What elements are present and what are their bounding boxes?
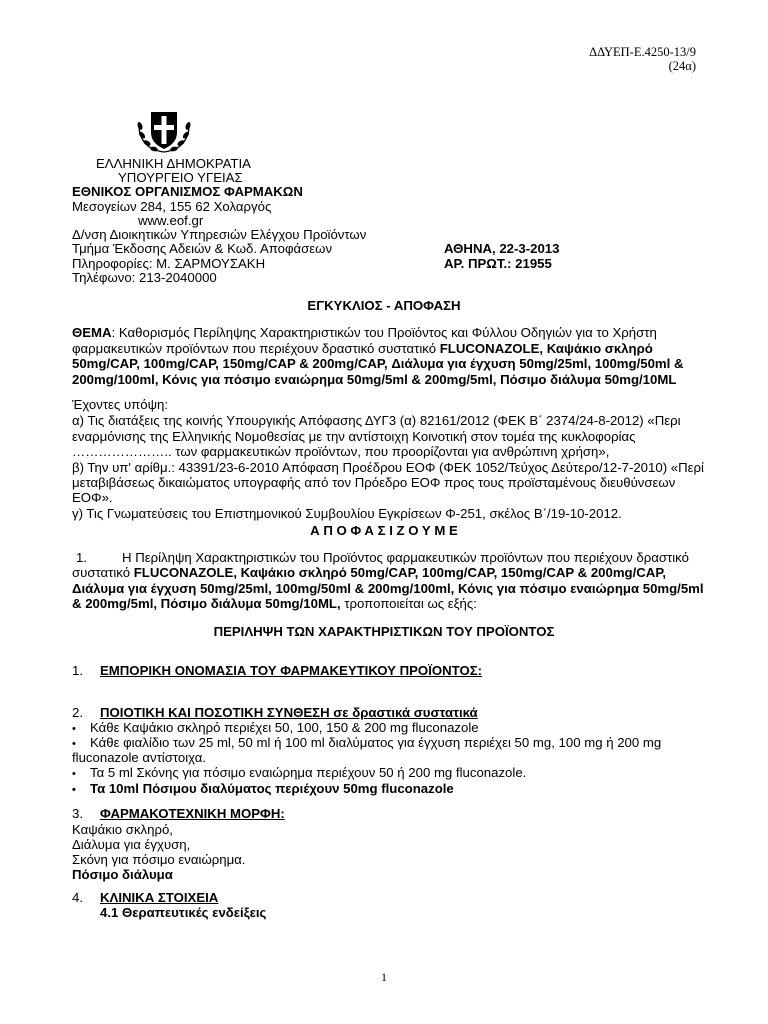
section-title: ΦΑΡΜΑΚΟΤΕΧΝΙΚΗ ΜΟΡΦΗ: — [100, 806, 285, 821]
bullet-icon: • — [72, 738, 76, 750]
issuer-website: www.eof.gr — [138, 213, 204, 228]
bullet-icon: • — [72, 784, 76, 796]
article-product: FLUCONAZOLE, Καψάκιο σκληρό 50mg/CAP, 100mg/CAP, 150mg/CAP & 200mg/CAP, — [133, 565, 667, 580]
section-2-heading — [72, 705, 697, 721]
decision-heading: Α Π Ο Φ Α Σ Ι Ζ Ο Υ Μ Ε — [310, 523, 458, 538]
article-text: Η Περίληψη Χαρακτηριστικών του Προϊόντος φαρμακευτικών προϊόντων που περιέχουν δραστικό — [122, 550, 689, 565]
issuer-contact: Πληροφορίες: Μ. ΣΑΡΜΟΥΣΑΚΗ — [72, 256, 266, 271]
issuer-division: Δ/νση Διοικητικών Υπηρεσιών Ελέγχου Προϊόντων — [72, 227, 367, 242]
article-1-line-4 — [72, 596, 697, 612]
considering-b-line-3: ΕΟΦ». — [72, 490, 113, 505]
considering-b-line-1: β) Την υπ' αρίθμ.: 43391/23-6-2010 Απόφαση Προέδρου ΕΟΦ (ΦΕΚ 1052/Τεύχος Δεύτερο/12-7-2010) «Περί — [72, 460, 704, 475]
dosage-form-item: Καψάκιο σκληρό, — [72, 822, 173, 837]
document-code: ΔΔΥΕΠ-Ε.4250-13/9 — [589, 45, 696, 59]
dosage-form-item: Σκόνη για πόσιμο εναιώρημα. — [72, 852, 246, 867]
section-number: 4. — [72, 890, 83, 905]
section-3-heading — [72, 806, 697, 822]
article-1-line-2 — [72, 565, 697, 581]
spc-title: ΠΕΡΙΛΗΨΗ ΤΩΝ ΧΑΡΑΚΤΗΡΙΣΤΙΚΩΝ ΤΟΥ ΠΡΟΪΟΝΤΟΣ — [213, 624, 555, 639]
composition-text: Τα 5 ml Σκόνης για πόσιμο εναιώρημα περιέχουν 50 ή 200 mg fluconazole. — [90, 765, 527, 780]
subject-label: ΘΕΜΑ — [72, 325, 112, 340]
section-1-heading — [72, 663, 697, 679]
coat-of-arms-emblem — [134, 104, 194, 156]
page-number: 1 — [381, 970, 387, 984]
composition-item-continued: fluconazole αντίστοιχα. — [72, 750, 207, 765]
section-title: ΚΛΙΝΙΚΑ ΣΤΟΙΧΕΙΑ — [100, 890, 219, 905]
considering-a-line-3: ………………….. των φαρμακευτικών προϊόντων, που προορίζονται για ανθρώπινη χρήση», — [72, 444, 610, 459]
composition-text: Τα 10ml Πόσιμου διαλύματος περιέχουν 50mg fluconazole — [90, 781, 454, 796]
bullet-icon: • — [72, 768, 76, 780]
subject-text: φαρμακευτικών προϊόντων που περιέχουν δραστικό συστατικό — [72, 341, 440, 356]
article-text: τροποποιείται ως εξής: — [340, 596, 477, 611]
issuer-department: Τμήμα Έκδοσης Αδειών & Κωδ. Αποφάσεων — [72, 241, 333, 256]
article-text: συστατικό — [72, 565, 134, 580]
considering-b-line-2: μεταβιβάσεως δικαιώματος υπογραφής από τον Πρόεδρο ΕΟΦ προς τους προϊσταμένους διευθύνσεων — [72, 475, 676, 490]
composition-text: Κάθε φιαλίδιο των 25 ml, 50 ml ή 100 ml διαλύματος για έγχυση περιέχει 50 mg, 100 mg ή 200 mg — [90, 735, 662, 750]
issuer-phone: Τηλέφωνο: 213-2040000 — [72, 270, 217, 285]
section-number: 3. — [72, 806, 83, 821]
subject-line-1 — [72, 325, 697, 341]
issuer-organisation: ΕΘΝΙΚΟΣ ΟΡΓΑΝΙΣΜΟΣ ΦΑΡΜΑΚΩΝ — [72, 184, 303, 199]
bullet-icon: • — [72, 723, 76, 735]
article-1-line-3: Διάλυμα για έγχυση 50mg/25ml, 100mg/50ml & 200mg/100ml, Κόνις για πόσιμο εναιώρημα 50mg/5ml — [72, 581, 704, 596]
considering-a-line-2: εναρμόνισης της Ελληνικής Νομοθεσίας με την αντίστοιχη Κοινοτική στον τομέα της κυκλοφορίας — [72, 429, 636, 444]
composition-item — [72, 765, 526, 782]
place-date: ΑΘΗΝΑ, 22-3-2013 — [444, 241, 560, 256]
protocol-number: ΑΡ. ΠΡΩΤ.: 21955 — [444, 256, 552, 271]
issuer-ministry: ΥΠΟΥΡΓΕΙΟ ΥΓΕΙΑΣ — [118, 170, 243, 185]
document-type-heading: ΕΓΚΥΚΛΙΟΣ - ΑΠΟΦΑΣΗ — [307, 298, 461, 313]
section-number: 2. — [72, 705, 83, 720]
subsection-4-1: 4.1 Θεραπευτικές ενδείξεις — [100, 905, 267, 920]
section-title: ΕΜΠΟΡΙΚΗ ΟΝΟΜΑΣΙΑ ΤΟΥ ΦΑΡΜΑΚΕΥΤΙΚΟΥ ΠΡΟΪΟΝΤΟΣ: — [100, 663, 483, 678]
section-title: ΠΟΙΟΤΙΚΗ ΚΑΙ ΠΟΣΟΤΙΚΗ ΣΥΝΘΕΣΗ σε δραστικά συστατικά — [100, 705, 478, 720]
considering-intro: Έχοντες υπόψη: — [72, 397, 168, 412]
subject-line-4: 200mg/100ml, Κόνις για πόσιμο εναιώρημα 50mg/5ml & 200mg/5ml, Πόσιμο διάλυμα 50mg/10ML — [72, 372, 677, 387]
article-1-line-1 — [72, 550, 697, 566]
document-code-sub: (24α) — [668, 59, 696, 73]
dosage-form-item: Διάλυμα για έγχυση, — [72, 837, 191, 852]
issuer-address: Μεσογείων 284, 155 62 Χολαργός — [72, 199, 272, 214]
section-4-heading — [72, 890, 697, 906]
considering-a-line-1: α) Τις διατάξεις της κοινής Υπουργικής Απόφασης ΔΥΓ3 (α) 82161/2012 (ΦΕΚ Β΄ 2374/24-8-2012) «Περι — [72, 413, 681, 428]
section-number: 1. — [72, 663, 83, 678]
subject-line-2 — [72, 341, 697, 357]
composition-item — [72, 781, 454, 798]
article-number: 1. — [76, 550, 87, 565]
dosage-form-item: Πόσιμο διάλυμα — [72, 867, 173, 882]
subject-text: : Καθορισμός Περίληψης Χαρακτηριστικών του Προϊόντος και Φύλλου Οδηγιών για το Χρήστη — [111, 325, 657, 340]
subject-product: FLUCONAZOLE, Καψάκιο σκληρό — [439, 341, 653, 356]
issuer-country: ΕΛΛΗΝΙΚΗ ΔΗΜΟΚΡΑΤΙΑ — [96, 156, 251, 171]
composition-text: Κάθε Καψάκιο σκληρό περιέχει 50, 100, 150 & 200 mg fluconazole — [90, 720, 479, 735]
subject-line-3: 50mg/CAP, 100mg/CAP, 150mg/CAP & 200mg/CAP, Διάλυμα για έγχυση 50mg/25ml, 100mg/50ml & — [72, 356, 684, 371]
article-product: & 200mg/5ml, Πόσιμο διάλυμα 50mg/10ML, — [72, 596, 341, 611]
considering-c-line-1: γ) Τις Γνωματεύσεις του Επιστημονικού Συμβουλίου Εγκρίσεων Φ-251, σκέλος Β΄/19-10-2012. — [72, 506, 622, 521]
